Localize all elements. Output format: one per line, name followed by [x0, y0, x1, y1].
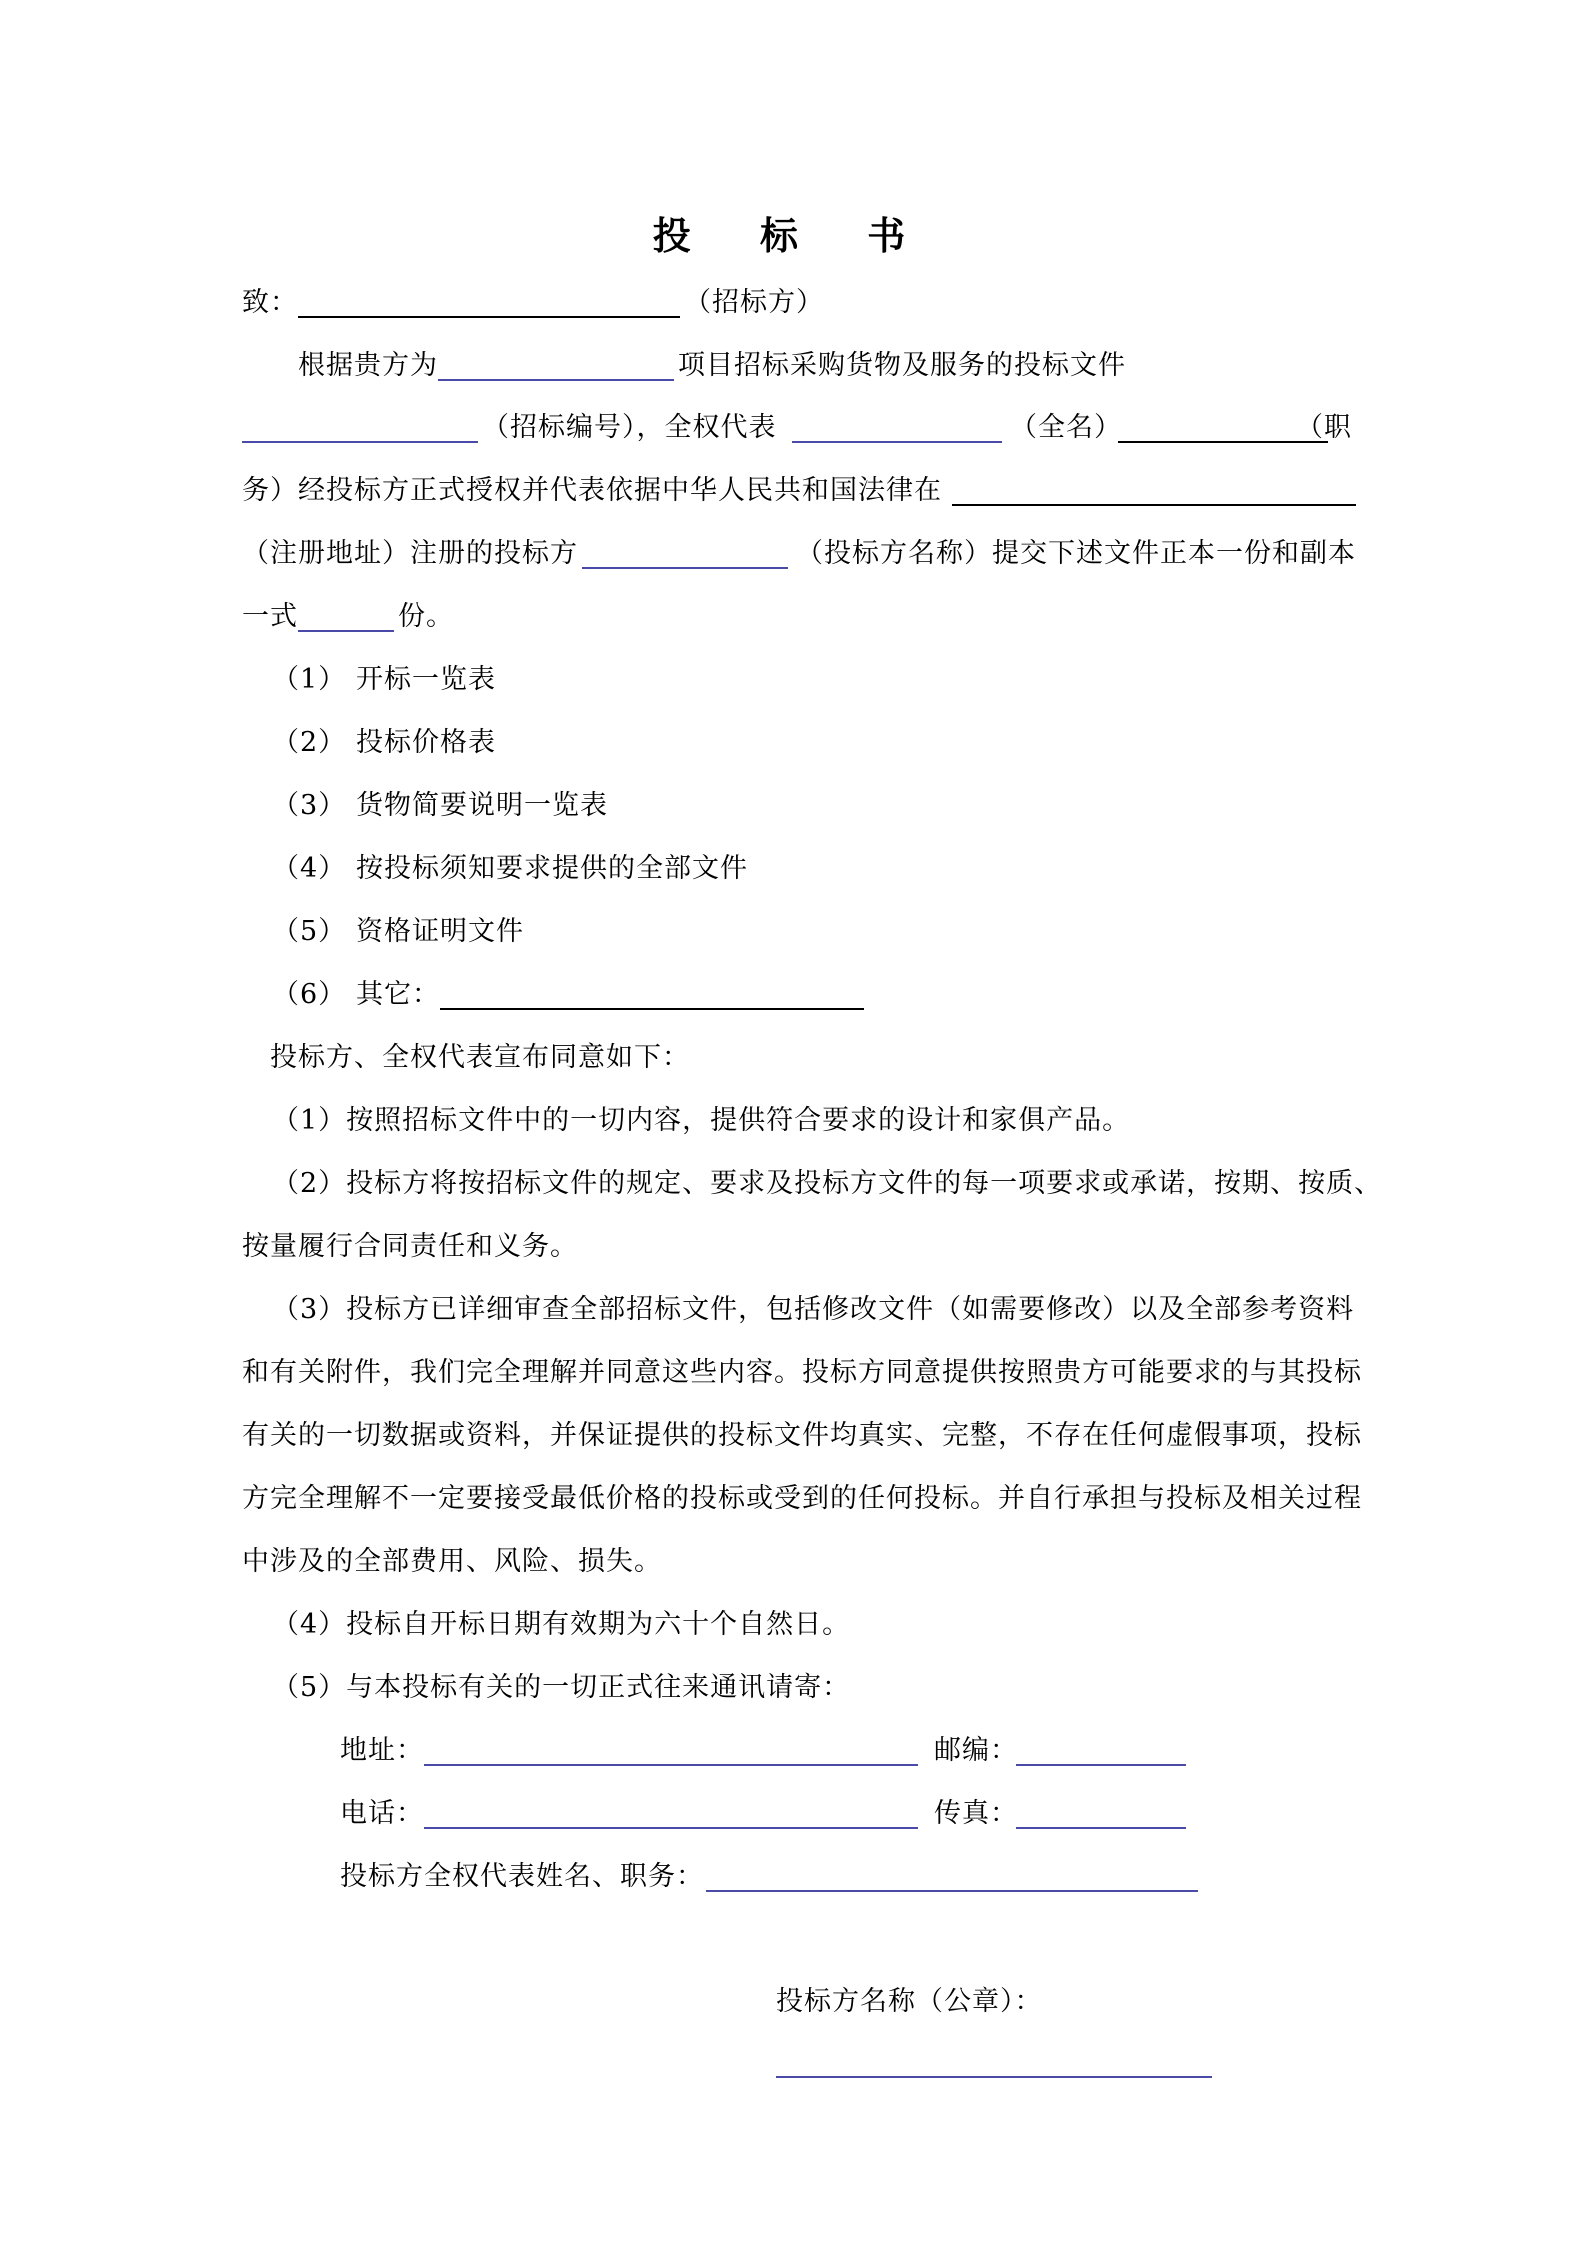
para1-line2-end: （职	[1296, 412, 1352, 443]
declaration-item-3-line2: 和有关附件，我们完全理解并同意这些内容。投标方同意提供按照贵方可能要求的与其投标	[242, 1357, 1362, 1388]
registered-address-blank	[952, 504, 1356, 506]
declaration-item-1: （1）按照招标文件中的一切内容，提供符合要求的设计和家俱产品。	[272, 1105, 1131, 1136]
to-blank-line	[298, 316, 680, 318]
phone-label: 电话：	[340, 1798, 424, 1829]
declaration-item-4: （4）投标自开标日期有效期为六十个自然日。	[272, 1609, 851, 1640]
to-label: 致：	[242, 287, 298, 318]
postcode-label: 邮编：	[934, 1735, 1018, 1766]
representative-blank	[706, 1890, 1198, 1892]
declaration-item-3-line5: 中涉及的全部费用、风险、损失。	[242, 1546, 662, 1577]
copies-count-blank	[298, 630, 394, 632]
declaration-item-3-line4: 方完全理解不一定要接受最低价格的投标或受到的任何投标。并自行承担与投标及相关过程	[242, 1483, 1362, 1514]
project-name-blank	[438, 379, 674, 381]
para1-line3: 务）经投标方正式授权并代表依据中华人民共和国法律在	[242, 475, 942, 506]
to-suffix: （招标方）	[684, 287, 824, 318]
company-seal-label: 投标方名称（公章）：	[776, 1986, 1043, 2017]
declaration-item-3-line1: （3）投标方已详细审查全部招标文件，包括修改文件（如需要修改）以及全部参考资料	[272, 1294, 1355, 1325]
fax-label: 传真：	[934, 1798, 1018, 1829]
para1-line2-start: （招标编号），全权代表	[482, 412, 777, 443]
para1-line1-start: 根据贵方为	[298, 350, 438, 381]
tender-number-blank	[242, 441, 478, 443]
declaration-item-2-line2: 按量履行合同责任和义务。	[242, 1231, 578, 1262]
fax-blank	[1016, 1827, 1186, 1829]
address-label: 地址：	[340, 1735, 424, 1766]
full-name-blank	[792, 441, 1002, 443]
doc-item-text: 按投标须知要求提供的全部文件	[356, 853, 748, 884]
para1-line1-end: 项目招标采购货物及服务的投标文件	[678, 350, 1126, 381]
para1-line4-end: （投标方名称）提交下述文件正本一份和副本	[796, 538, 1356, 569]
declaration-item-2-line1: （2）投标方将按招标文件的规定、要求及投标方文件的每一项要求或承诺，按期、按质、	[272, 1168, 1383, 1199]
doc-item-number: （6）	[272, 979, 347, 1010]
bidder-name-blank	[582, 567, 788, 569]
para1-line5-end: 份。	[398, 601, 454, 632]
para1-line2-mid: （全名）	[1010, 412, 1122, 443]
doc-item-number: （3）	[272, 790, 347, 821]
para1-line5-start: 一式	[242, 601, 298, 632]
doc-item-text: 开标一览表	[356, 664, 496, 695]
postcode-blank	[1016, 1764, 1186, 1766]
company-seal-blank	[776, 2076, 1212, 2078]
other-docs-blank	[440, 1008, 864, 1010]
doc-item-text: 其它：	[356, 979, 440, 1010]
document-title: 投 标 书	[652, 213, 934, 258]
doc-item-text: 资格证明文件	[356, 916, 524, 947]
address-blank	[424, 1764, 918, 1766]
declaration-intro: 投标方、全权代表宣布同意如下：	[270, 1042, 690, 1073]
para1-line4-start: （注册地址）注册的投标方	[242, 538, 578, 569]
doc-item-text: 货物简要说明一览表	[356, 790, 608, 821]
declaration-item-5: （5）与本投标有关的一切正式往来通讯请寄：	[272, 1672, 851, 1703]
doc-item-number: （1）	[272, 664, 347, 695]
doc-item-number: （2）	[272, 727, 347, 758]
doc-item-text: 投标价格表	[356, 727, 496, 758]
phone-blank	[424, 1827, 918, 1829]
representative-label: 投标方全权代表姓名、职务：	[340, 1861, 704, 1892]
doc-item-number: （4）	[272, 853, 347, 884]
doc-item-number: （5）	[272, 916, 347, 947]
declaration-item-3-line3: 有关的一切数据或资料，并保证提供的投标文件均真实、完整，不存在任何虚假事项，投标	[242, 1420, 1362, 1451]
